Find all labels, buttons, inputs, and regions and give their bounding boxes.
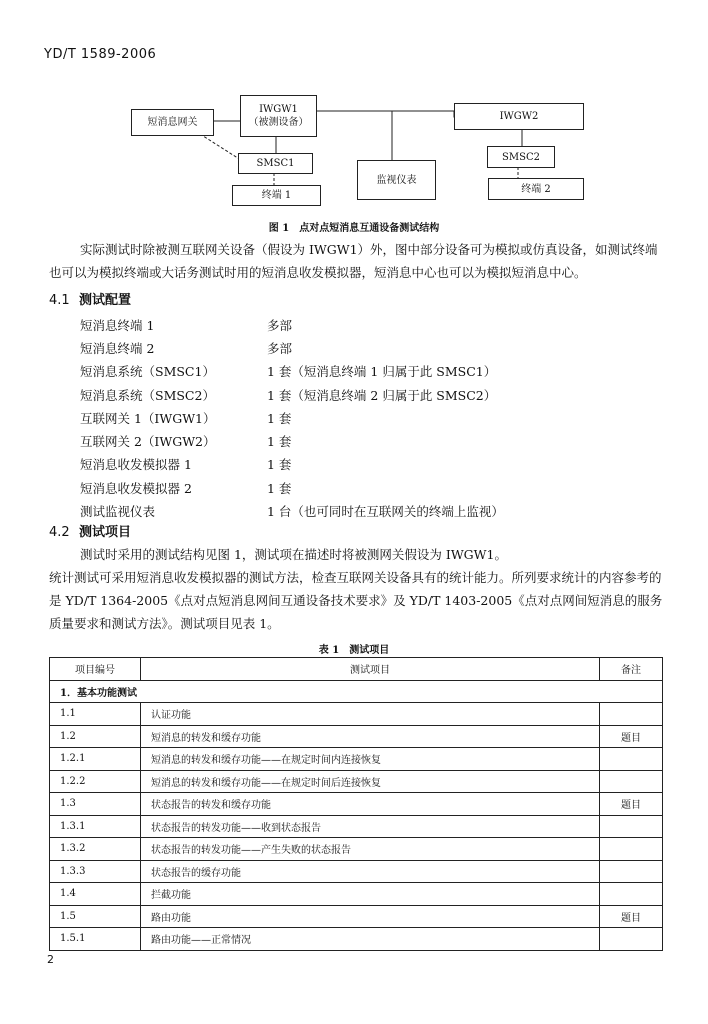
config-name: 互联网关 1（IWGW1） xyxy=(80,410,216,426)
config-name: 短消息收发模拟器 2 xyxy=(80,480,192,496)
config-qty: 多部 xyxy=(267,340,293,356)
section-4-2-para1: 测试时采用的测试结构见图 1，测试项在描述时将被测网关假设为 IWGW1。 xyxy=(80,547,507,562)
item-id: 1.3 xyxy=(50,793,141,816)
list-item xyxy=(80,336,504,359)
page-number: 2 xyxy=(47,953,54,966)
table-row xyxy=(50,770,663,793)
item-id: 1.5 xyxy=(50,905,141,928)
item-name: 路由功能 xyxy=(141,905,600,928)
list-item xyxy=(80,360,504,383)
section-4-2-para2: 统计测试可采用短消息收发模拟器的测试方法，检查互联网关设备具有的统计能力。所列要求统计的内容参考的是 YD/T 1364-2005《点对点短消息网间互通设备技术要求》及 YD/T 1403-2005《点对点网间短消息的服务质量要求和测试方法》。测试项目见表 1。 xyxy=(49,570,663,631)
table-row xyxy=(50,725,663,748)
section-number: 4.1 xyxy=(49,293,70,308)
table-row xyxy=(50,703,663,726)
config-qty: 1 套 xyxy=(267,480,292,496)
config-name: 短消息终端 2 xyxy=(80,340,155,356)
config-qty: 1 套 xyxy=(267,457,292,473)
config-qty: 1 套 xyxy=(267,434,292,450)
list-item xyxy=(80,406,504,429)
section-4-2-heading xyxy=(49,521,131,540)
list-item xyxy=(80,453,504,476)
item-note xyxy=(600,860,663,883)
config-name: 短消息收发模拟器 1 xyxy=(80,457,192,473)
test-items-table xyxy=(49,657,663,951)
iwgw2-box: IWGW2 xyxy=(454,103,584,130)
item-name: 短消息的转发和缓存功能——在规定时间内连接恢复 xyxy=(141,748,600,771)
document-header: YD/T 1589-2006 xyxy=(44,47,157,62)
item-name: 路由功能——正常情况 xyxy=(141,928,600,951)
monitor-box: 监视仪表 xyxy=(357,160,436,200)
item-note xyxy=(600,748,663,771)
item-id: 1.4 xyxy=(50,883,141,906)
item-name: 状态报告的缓存功能 xyxy=(141,860,600,883)
intro-paragraph: 实际测试时除被测互联网关设备（假设为 IWGW1）外，图中部分设备可为模拟或仿真设备，如测试终端也可以为模拟终端或大话务测试时用的短消息收发模拟器，短消息中心也可以为模拟短消息中心。 xyxy=(49,242,658,280)
terminal1-box: 终端 1 xyxy=(232,185,321,206)
section-title: 测试项目 xyxy=(79,525,132,540)
item-note xyxy=(600,928,663,951)
item-name: 状态报告的转发功能——产生失败的状态报告 xyxy=(141,838,600,861)
list-item xyxy=(80,429,504,452)
list-item xyxy=(80,383,504,406)
item-note xyxy=(600,838,663,861)
table-title: 表 1 测试项目 xyxy=(318,645,390,656)
item-note xyxy=(600,770,663,793)
item-id: 1.2.2 xyxy=(50,770,141,793)
config-qty: 多部 xyxy=(267,317,293,333)
item-name: 拦截功能 xyxy=(141,883,600,906)
item-id: 1.3.2 xyxy=(50,838,141,861)
item-name: 状态报告的转发和缓存功能 xyxy=(141,793,600,816)
table-row xyxy=(50,883,663,906)
item-note: 题目 xyxy=(600,905,663,928)
section-title: 测试配置 xyxy=(79,293,132,308)
item-note xyxy=(600,703,663,726)
list-item xyxy=(80,313,504,336)
table-row xyxy=(50,928,663,951)
terminal2-box: 终端 2 xyxy=(488,178,584,200)
table-section-row xyxy=(50,680,663,703)
config-name: 短消息系统（SMSC1） xyxy=(80,364,215,380)
item-note xyxy=(600,815,663,838)
list-item xyxy=(80,499,504,522)
smsc2-box: SMSC2 xyxy=(487,146,555,168)
config-qty: 1 套 xyxy=(267,410,292,426)
iwgw1-subtitle: （被测设备） xyxy=(248,117,309,128)
column-header-id: 项目编号 xyxy=(50,658,141,681)
item-name: 短消息的转发和缓存功能 xyxy=(141,725,600,748)
table-row xyxy=(50,838,663,861)
figure-caption: 图 1 点对点短消息互通设备测试结构 xyxy=(268,223,440,234)
config-qty: 1 台（也可同时在互联网关的终端上监视） xyxy=(267,504,504,520)
item-id: 1.2 xyxy=(50,725,141,748)
column-header-note: 备注 xyxy=(600,658,663,681)
item-note: 题目 xyxy=(600,793,663,816)
network-diagram xyxy=(0,0,708,235)
config-name: 测试监视仪表 xyxy=(80,504,156,520)
smsc1-box: SMSC1 xyxy=(238,153,313,174)
iwgw1-box xyxy=(240,95,317,137)
item-id: 1.1 xyxy=(50,703,141,726)
item-name: 认证功能 xyxy=(141,703,600,726)
item-id: 1.5.1 xyxy=(50,928,141,951)
sms-gateway-box: 短消息网关 xyxy=(131,109,214,136)
config-qty: 1 套（短消息终端 2 归属于此 SMSC2） xyxy=(267,387,497,403)
table-row xyxy=(50,860,663,883)
config-list xyxy=(80,313,504,523)
table-header-row xyxy=(50,658,663,681)
item-id: 1.3.3 xyxy=(50,860,141,883)
config-name: 短消息终端 1 xyxy=(80,317,155,333)
table-row xyxy=(50,905,663,928)
link-iwgw1-iwgw2 xyxy=(316,111,472,117)
item-name: 短消息的转发和缓存功能——在规定时间后连接恢复 xyxy=(141,770,600,793)
table-row xyxy=(50,815,663,838)
config-name: 互联网关 2（IWGW2） xyxy=(80,434,216,450)
column-header-item: 测试项目 xyxy=(141,658,600,681)
section-number: 4.2 xyxy=(49,525,70,540)
table-row xyxy=(50,793,663,816)
config-name: 短消息系统（SMSC2） xyxy=(80,387,215,403)
section-4-1-heading xyxy=(49,289,131,308)
list-item xyxy=(80,476,504,499)
item-name: 状态报告的转发功能——收到状态报告 xyxy=(141,815,600,838)
item-note: 题目 xyxy=(600,725,663,748)
item-id: 1.2.1 xyxy=(50,748,141,771)
item-note xyxy=(600,883,663,906)
item-id: 1.3.1 xyxy=(50,815,141,838)
section-cell: 1．基本功能测试 xyxy=(50,680,663,703)
config-qty: 1 套（短消息终端 1 归属于此 SMSC1） xyxy=(267,364,497,380)
iwgw1-name: IWGW1 xyxy=(259,104,298,115)
table-row xyxy=(50,748,663,771)
